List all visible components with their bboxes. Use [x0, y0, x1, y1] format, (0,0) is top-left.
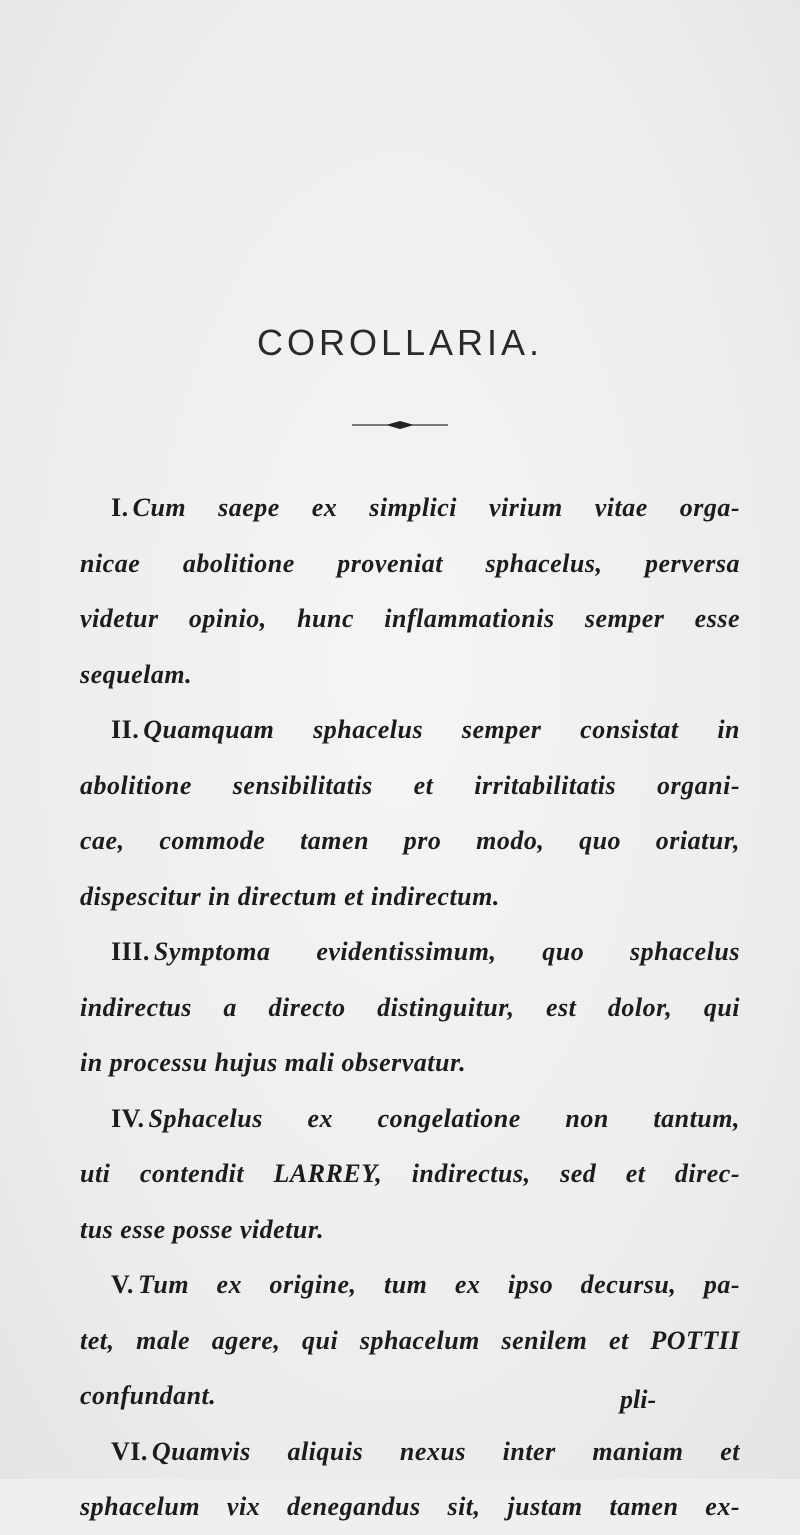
dash-ornament-icon	[350, 418, 450, 432]
text-line	[80, 1146, 740, 1202]
paragraph-number: IV.	[111, 1103, 145, 1133]
line-text: indirectus a directo distinguitur, est dolor, qui	[80, 992, 740, 1022]
corollaria-body	[80, 480, 740, 1535]
paragraph-number: V.	[111, 1270, 134, 1299]
line-text: sphacelum vix denegandus sit, justam tamen ex-	[80, 1492, 740, 1521]
line-text: nicae abolitione proveniat sphacelus, perversa	[80, 548, 740, 578]
paragraph-number: VI.	[111, 1436, 148, 1466]
line-text: Quamvis aliquis nexus inter maniam et	[151, 1436, 740, 1466]
line-text: uti contendit LARREY, indirectus, sed et direc-	[80, 1159, 740, 1188]
line-text: abolitione sensibilitatis et irritabilitatis organi-	[80, 770, 740, 800]
text-line	[80, 1313, 740, 1369]
line-text: in processu hujus mali observatur.	[80, 1048, 467, 1077]
text-line	[80, 1091, 740, 1147]
text-line	[80, 1424, 740, 1480]
paragraph-number: II.	[111, 715, 140, 744]
paragraph-number: I.	[111, 493, 129, 522]
text-line	[80, 869, 740, 925]
text-line	[80, 536, 740, 592]
paragraph-number: III.	[111, 937, 150, 966]
text-line	[80, 647, 740, 703]
line-text: videtur opinio, hunc inflammationis semper esse	[80, 604, 740, 633]
text-line	[80, 980, 740, 1036]
text-line	[80, 1035, 740, 1091]
text-line	[80, 480, 740, 536]
line-text: Sphacelus ex congelatione non tantum,	[148, 1103, 740, 1133]
text-line	[80, 924, 740, 980]
line-text: tus esse posse videtur.	[80, 1214, 325, 1244]
text-line	[80, 813, 740, 869]
line-text: confundant.	[80, 1381, 217, 1410]
page-title: COROLLARIA.	[256, 322, 544, 363]
line-text: dispescitur in directum et indirectum.	[80, 881, 500, 911]
catchword: pli-	[620, 1385, 657, 1414]
line-text: Tum ex origine, tum ex ipso decursu, pa-	[137, 1270, 740, 1299]
line-text: sequelam.	[80, 659, 193, 689]
text-line	[80, 1479, 740, 1535]
line-text: Quamquam sphacelus semper consistat in	[143, 715, 740, 744]
line-text: cae, commode tamen pro modo, quo oriatur,	[80, 826, 740, 855]
line-text: Symptoma evidentissimum, quo sphacelus	[153, 937, 740, 966]
line-text: Cum saepe ex simplici virium vitae orga-	[132, 493, 740, 522]
text-line	[80, 758, 740, 814]
text-line	[80, 591, 740, 647]
text-line	[80, 1257, 740, 1313]
text-line	[80, 1202, 740, 1258]
text-line	[80, 702, 740, 758]
line-text: tet, male agere, qui sphacelum senilem et POTTII	[80, 1325, 740, 1355]
